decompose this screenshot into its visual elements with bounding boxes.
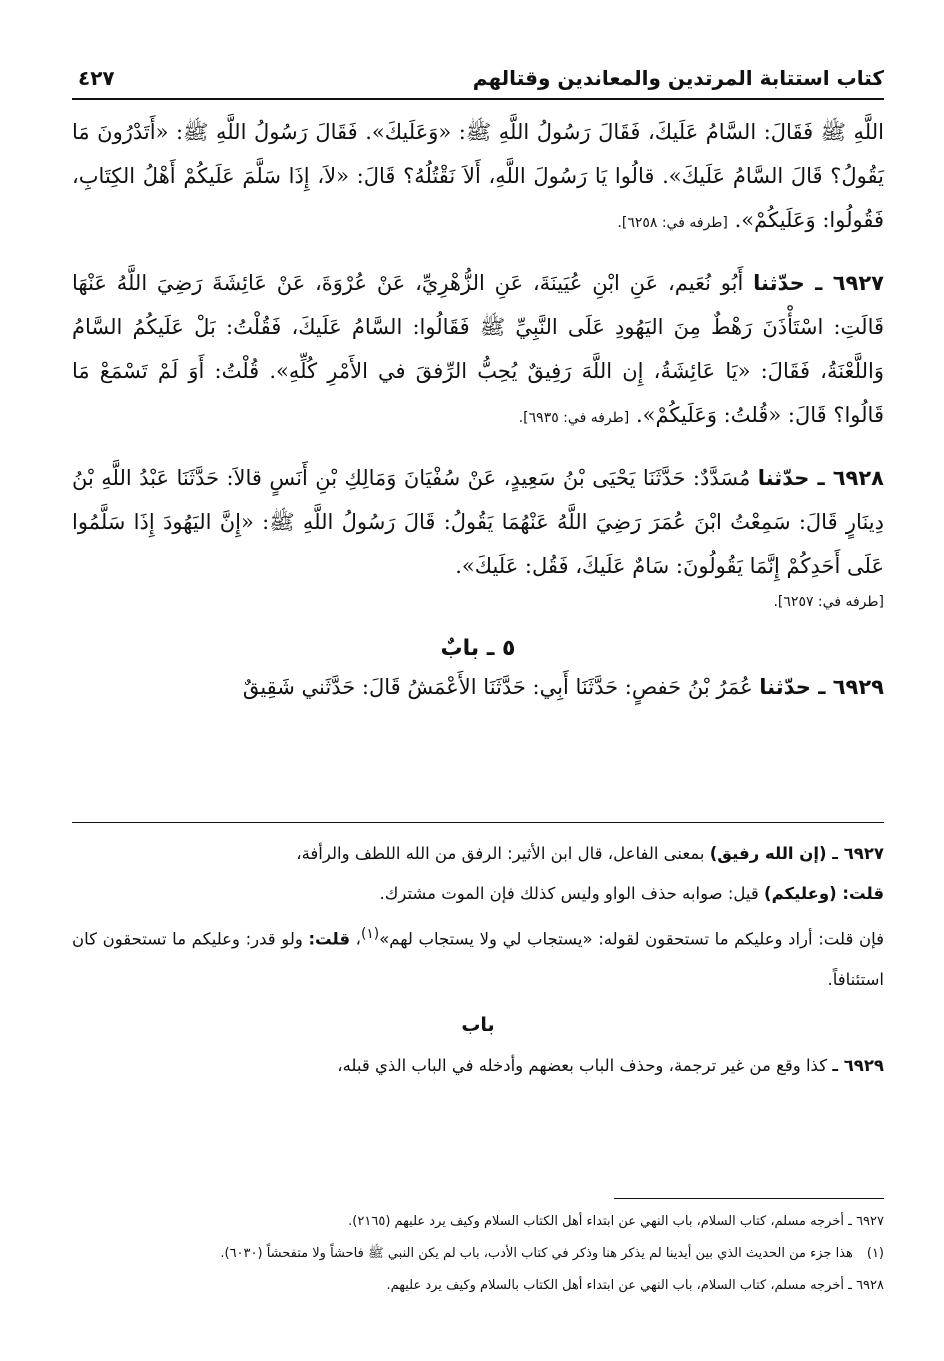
footnote-rule <box>614 1198 884 1199</box>
book-page <box>72 62 884 1322</box>
footnotes-section <box>72 1208 884 1304</box>
commentary-paragraph <box>72 834 884 874</box>
hadith-6929 <box>72 665 884 709</box>
commentary-paragraph <box>72 914 884 1000</box>
hadith-6927 <box>72 261 884 440</box>
footnote: ٦٩٢٨ ـ أخرجه مسلم، كتاب السلام، باب النهي عن ابتداء أهل الكتاب بالسلام وكيف يرد عليهم. <box>386 1278 884 1293</box>
commentary-text: فإن قلت: أراد وعليكم ما تستحقون لقوله: «يستجاب لي ولا يستجاب لهم» <box>379 929 884 949</box>
hadith-6928 <box>72 456 884 616</box>
commentary-lead: قلت: (وعليكم) <box>764 884 884 903</box>
page-number: ٤٢٧ <box>78 66 115 90</box>
commentary-lead: ٦٩٢٧ ـ (إن الله رفيق) <box>709 844 884 863</box>
commentary-text: ، <box>350 929 361 949</box>
hadith-number: ٦٩٢٧ ـ حدّثنا <box>753 271 884 295</box>
commentary-text: كذا وقع من غير ترجمة، وحذف الباب بعضهم وأدخله في الباب الذي قبله، <box>337 1055 833 1075</box>
hadith-body: عُمَرُ بْنُ حَفصٍ: حَدَّثَنَا أَبِي: حَدَّثَنَا الأَعْمَشُ قَالَ: حَدَّثَني شَقِيقٌ <box>242 675 753 699</box>
footnote-mark: (١) <box>361 926 380 942</box>
footnote <box>72 1240 884 1268</box>
footnote-mark: (١) <box>866 1246 884 1261</box>
commentary-paragraph <box>72 1046 884 1086</box>
commentary-text: ولو قدر: وعليكم ما تستحقون كان استئنافاً. <box>72 929 884 989</box>
cross-reference: [طرفه في: ٦٢٥٧]. <box>773 594 884 610</box>
commentary-section <box>72 834 884 1086</box>
chapter-heading: ٥ ـ بابٌ <box>440 636 516 661</box>
hadith-number: ٦٩٢٩ ـ حدّثنا <box>759 675 884 699</box>
hadith-text <box>72 110 884 725</box>
commentary-lead: ٦٩٢٩ ـ <box>832 1055 884 1075</box>
running-header <box>72 62 884 100</box>
hadith-body: أَبُو نُعَيم، عَنِ ابْنِ عُيَينَةَ، عَنِ الزُّهْرِيِّ، عَنْ عُرْوَةَ، عَنْ عَائِشَةَ رَضِيَ اللَّهُ عَنْهَا قَالَتِ: اسْتَأْذَنَ رَهْطٌ مِنَ اليَهُودِ عَلَى النَّبِيِّ ﷺ فَقَالُوا: السَّامُ عَلَيكَ، فَقُلْتُ: بَلْ عَلَيكُمُ السَّامُ وَاللَّعْنَةُ، فَقَالَ: «يَا عَائِشَةُ، إِن اللَّهَ رَفِيقٌ يُحِبُّ الرِّفقَ في الأَمْرِ كُلِّهِ». قُلْتُ: أَوَ لَمْ تَسْمَعْ مَا قَالُوا؟ قَالَ: «قُلتُ: وَعَلَيكُمْ». <box>72 271 884 427</box>
cross-reference: [طرفه في: ٦٢٥٨]. <box>617 215 728 231</box>
hadith-body: اللَّهِ ﷺ فَقَالَ: السَّامُ عَلَيكَ، فَقَالَ رَسُولُ اللَّهِ ﷺ: «وَعَلَيكَ». فَقَالَ رَسُولُ اللَّهِ ﷺ: «أَتَدْرُونَ مَا يَقُولُ؟ قَالَ السَّامُ عَلَيكَ». قالُوا يَا رَسُولَ اللَّهِ، أَلاَ نَقْتُلُهُ؟ قَالَ: «لاَ، إِذَا سَلَّمَ عَلَيكُمْ أَهْلُ الكِتَابِ، فَقُولُوا: وَعَلَيكُمْ». <box>72 120 884 232</box>
divider-rule <box>72 822 884 823</box>
footnote-text: هذا جزء من الحديث الذي بين أيدينا لم يذكر هنا وذكر في كتاب الأدب، باب لم يكن النبي ﷺ فاحشاً ولا متفحشاً (٦٠٣٠). <box>220 1246 853 1261</box>
footnote: ٦٩٢٧ ـ أخرجه مسلم، كتاب السلام، باب النهي عن ابتداء أهل الكتاب السلام وكيف يرد عليهم (٢١٦٥). <box>348 1214 884 1229</box>
book-title: كتاب استتابة المرتدين والمعاندين وقتالهم <box>472 66 884 90</box>
commentary-lead: قلت: <box>308 929 351 949</box>
commentary-heading: باب <box>461 1013 495 1036</box>
commentary-text: بمعنى الفاعل، قال ابن الأثير: الرفق من الله اللطف والرأفة، <box>296 844 710 863</box>
hadith-body: مُسَدَّدٌ: حَدَّثَنَا يَحْيَى بْنُ سَعِيدٍ، عَنْ سُفْيَانَ وَمَالِكِ بْنِ أَنَسٍ قالاَ: حَدَّثَنَا عَبْدُ اللَّهِ بْنُ دِينَارٍ قَالَ: سَمِعْتُ ابْنَ عُمَرَ رَضِيَ اللَّهُ عَنْهُمَا يَقُولُ: قَالَ رَسُولُ اللَّهِ ﷺ: «إِنَّ اليَهُودَ إِذَا سَلَّمُوا عَلَى أَحَدِكُمْ إِنَّمَا يَقُولُونَ: سَامٌ عَلَيكَ، فَقُل: عَلَيكَ». <box>72 466 884 578</box>
commentary-text: قيل: صوابه حذف الواو وليس كذلك فإن الموت مشترك. <box>379 884 765 903</box>
hadith-number: ٦٩٢٨ ـ حدّثنا <box>757 466 884 490</box>
cross-reference: [طرفه في: ٦٩٣٥]. <box>518 410 630 426</box>
hadith-continuation <box>72 110 884 245</box>
commentary-paragraph <box>72 874 884 914</box>
